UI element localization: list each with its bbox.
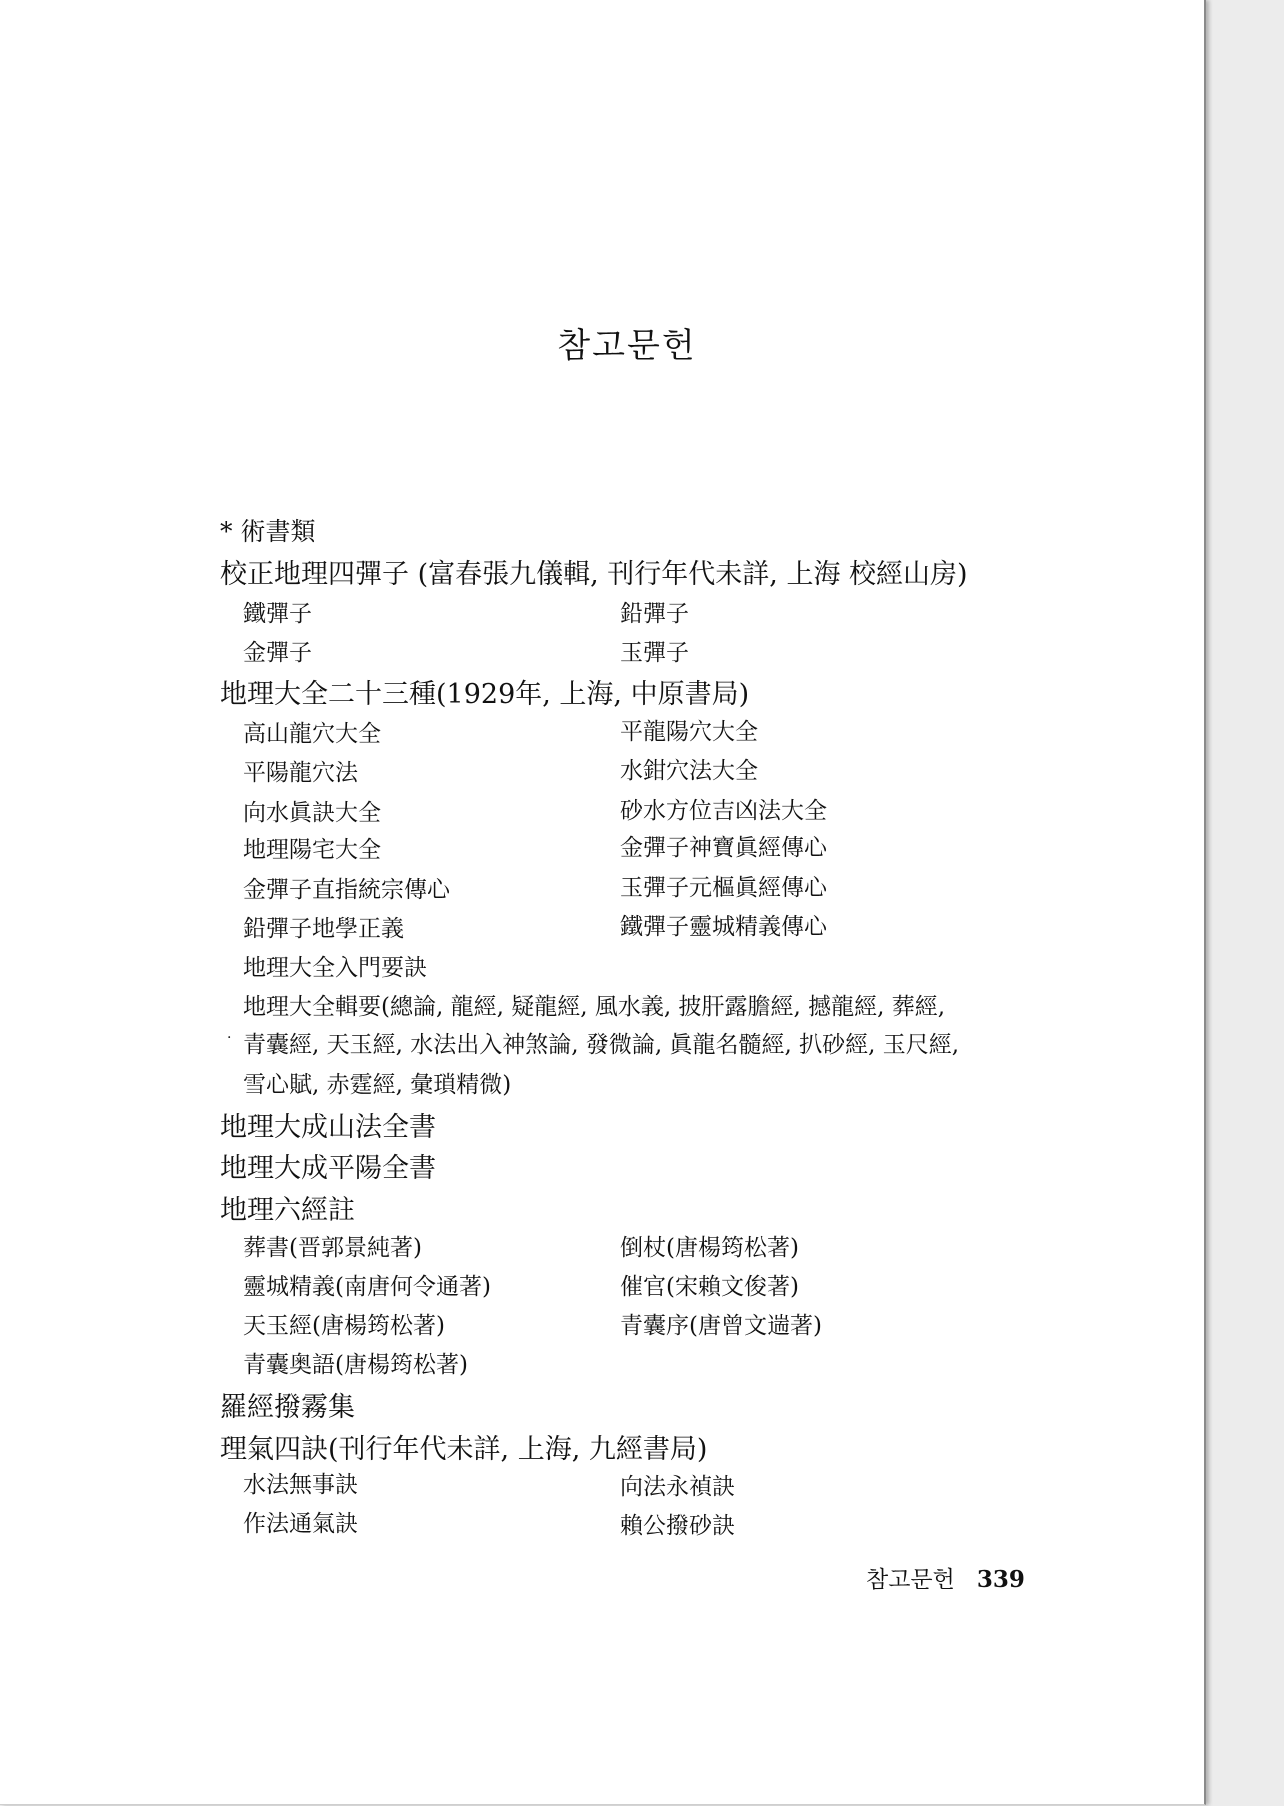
list-item: 賴公撥砂訣 (620, 1513, 735, 1539)
list-item: 青囊奥語(唐楊筠松著) (243, 1352, 468, 1378)
list-item: 平陽龍穴法 (243, 760, 358, 786)
entry-title: 校正地理四彈子 (富春張九儀輯, 刊行年代未詳, 上海 校經山房) (220, 559, 968, 590)
list-item: 高山龍穴大全 (243, 721, 381, 747)
list-item: 水法無事訣 (243, 1472, 358, 1498)
list-item: 金彈子直指統宗傳心 (243, 877, 450, 903)
entry-title: 地理大成山法全書 (220, 1112, 436, 1143)
page-number: 339 (976, 1566, 1025, 1593)
list-item: 青囊序(唐曾文遄著) (620, 1313, 822, 1339)
list-item: 平龍陽穴大全 (620, 719, 758, 745)
list-item: 鉛彈子 (620, 601, 689, 627)
list-item: 地理陽宅大全 (243, 837, 381, 863)
stray-mark: · (227, 1030, 232, 1046)
list-item: 玉彈子 (620, 640, 689, 666)
running-footer-label: 참고문헌 (866, 1567, 955, 1593)
list-item: 玉彈子元樞眞經傳心 (620, 875, 827, 901)
section-heading: * 術書類 (220, 517, 316, 546)
page-title: 참고문헌 (557, 326, 697, 366)
list-item: 靈城精義(南唐何令通著) (243, 1274, 491, 1300)
list-item: 向法永禎訣 (620, 1474, 735, 1500)
list-item: 鐵彈子 (243, 601, 312, 627)
entry-title: 羅經撥霧集 (220, 1392, 355, 1423)
summary-line: 青囊經, 天玉經, 水法出入神煞論, 發微論, 眞龍名髓經, 扒砂經, 玉尺經, (243, 1032, 960, 1058)
list-item: 水鉗穴法大全 (620, 758, 758, 784)
entry-title: 地理大成平陽全書 (220, 1153, 436, 1184)
entry-title: 地理大全二十三種(1929年, 上海, 中原書局) (220, 679, 750, 710)
list-item: 作法通氣訣 (243, 1511, 358, 1537)
list-item: 催官(宋賴文俊著) (620, 1274, 799, 1300)
list-item: 向水眞訣大全 (243, 800, 381, 826)
summary-line: 雪心賦, 赤霆經, 彙瑣精微) (243, 1072, 512, 1098)
list-item: 地理大全入門要訣 (243, 955, 427, 981)
entry-title: 地理六經註 (220, 1195, 355, 1226)
list-item: 葬書(晋郭景純著) (243, 1235, 422, 1261)
list-item: 天玉經(唐楊筠松著) (243, 1313, 445, 1339)
page-footer (866, 1561, 1025, 1594)
list-item: 倒杖(唐楊筠松著) (620, 1235, 799, 1261)
list-item: 金彈子神寶眞經傳心 (620, 835, 827, 861)
summary-line: 地理大全輯要(總論, 龍經, 疑龍經, 風水義, 披肝露膽經, 撼龍經, 葬經, (243, 994, 946, 1020)
list-item: 鐵彈子靈城精義傳心 (620, 914, 827, 940)
list-item: 金彈子 (243, 640, 312, 666)
entry-title: 理氣四訣(刊行年代未詳, 上海, 九經書局) (220, 1434, 708, 1465)
list-item: 砂水方位吉凶法大全 (620, 798, 827, 824)
list-item: 鉛彈子地學正義 (243, 916, 404, 942)
